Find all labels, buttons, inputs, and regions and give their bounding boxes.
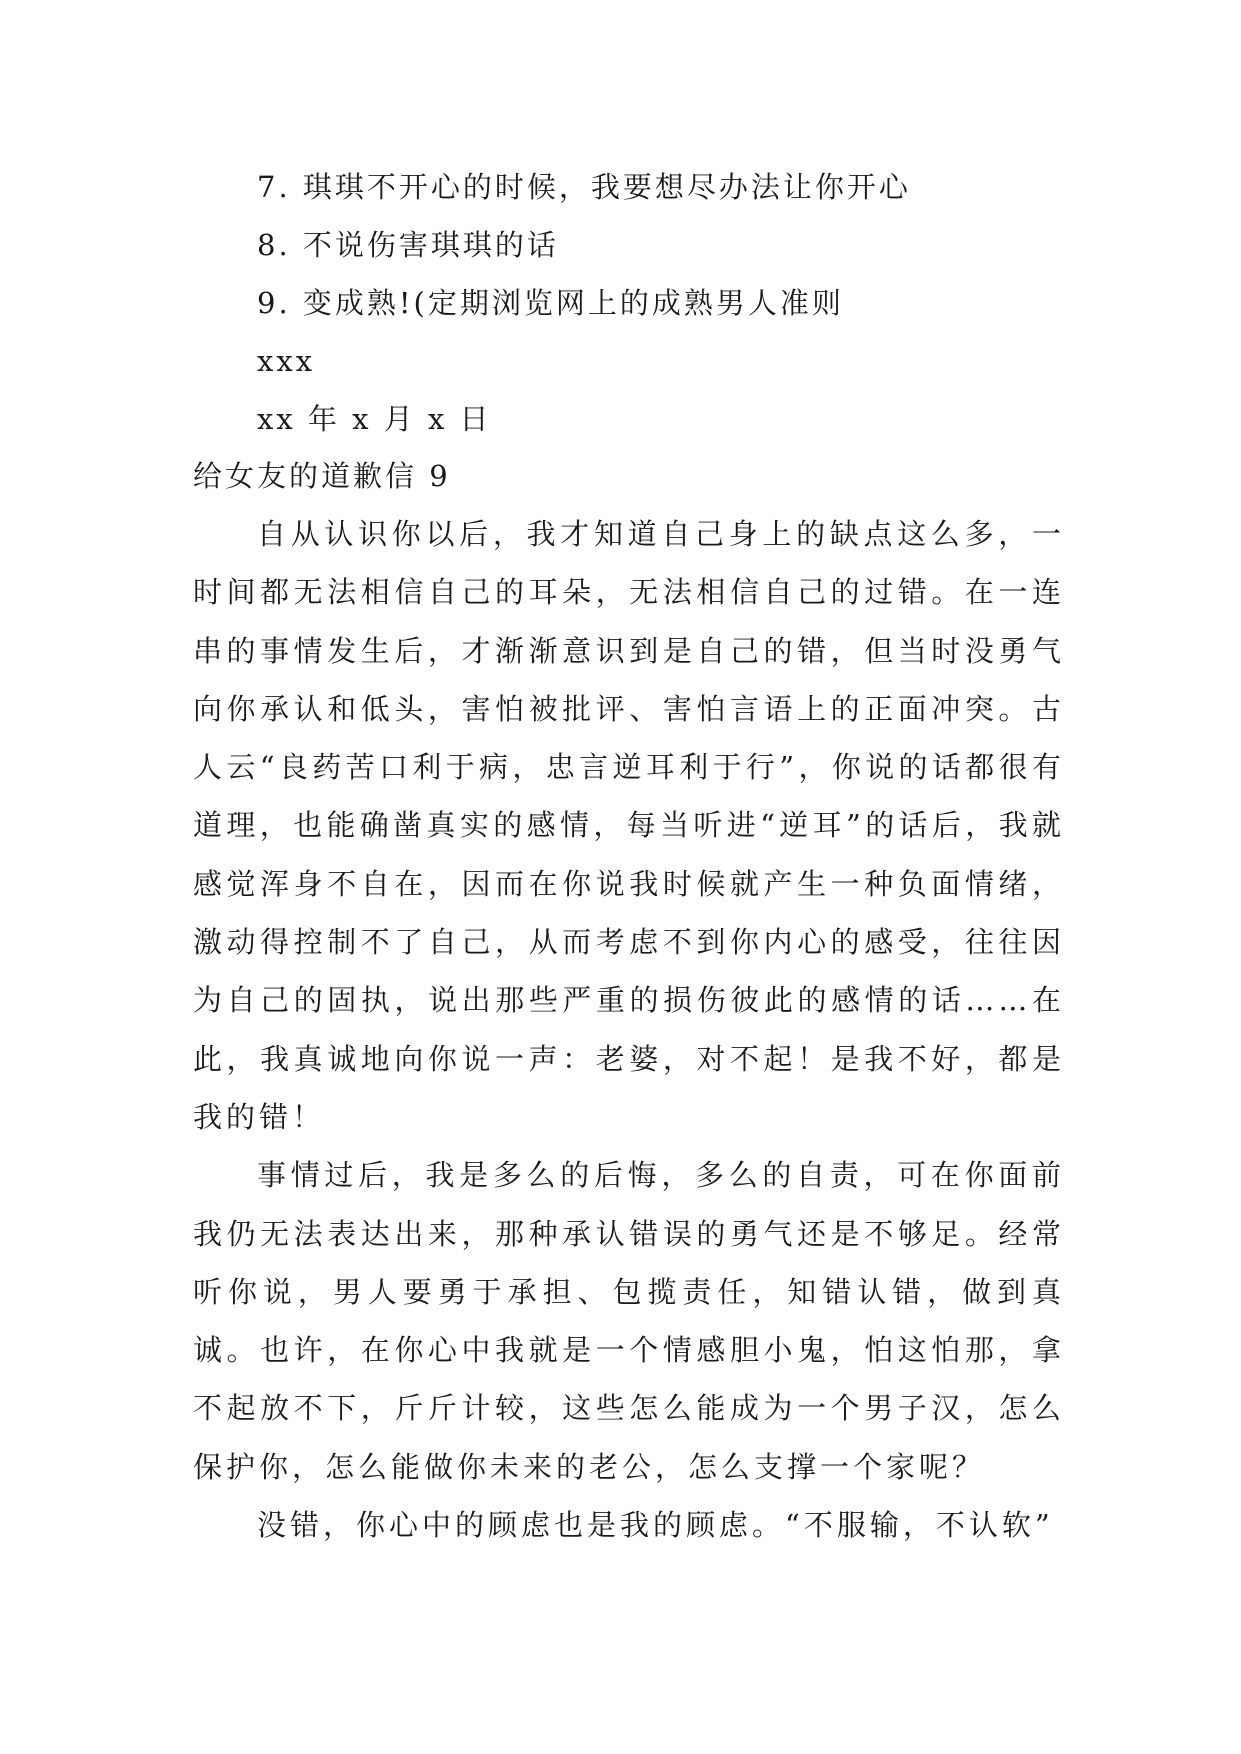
signature: xxx: [257, 344, 316, 378]
letter-title: 给女友的道歉信 9: [193, 459, 451, 493]
date-line: xx 年 x 月 x 日: [257, 402, 492, 436]
paragraph: 事情过后，我是多么的后悔，多么的自责，可在你面前我仍无法表达出来，那种承认错误的勇气还是不够足。经常听你说，男人要勇于承担、包揽责任，知错认错，做到真诚。也许，在你心中我就是一个情感胆小鬼，怕这怕那，拿不起放不下，斤斤计较，这些怎么能成为一个男子汉，怎么保护你，怎么能做你未来的老公，怎么支撑一个家呢？: [193, 1158, 1065, 1484]
paragraph: 没错，你心中的顾虑也是我的顾虑。“不服输，不认软”: [257, 1508, 1054, 1543]
letter-body: [193, 505, 1065, 1554]
list-item: 7. 琪琪不开心的时候，我要想尽办法让你开心: [257, 170, 911, 204]
paragraph: 自从认识你以后，我才知道自己身上的缺点这么多，一时间都无法相信自己的耳朵，无法相信自己的过错。在一连串的事情发生后，才渐渐意识到是自己的错，但当时没勇气向你承认和低头，害怕被批评、害怕言语上的正面冲突。古人云“良药苦口利于病，忠言逆耳利于行”，你说的话都很有道理，也能确凿真实的感情，每当听进“逆耳”的话后，我就感觉浑身不自在，因而在你说我时候就产生一种负面情绪，激动得控制不了自己，从而考虑不到你内心的感受，往往因为自己的固执，说出那些严重的损伤彼此的感情的话……在此，我真诚地向你说一声：老婆，对不起！是我不好，都是我的错！: [193, 517, 1065, 1134]
list-item: 8. 不说伤害琪琪的话: [257, 228, 559, 262]
list-item: 9. 变成熟!(定期浏览网上的成熟男人准则: [257, 286, 844, 320]
promise-list: [257, 158, 1117, 448]
